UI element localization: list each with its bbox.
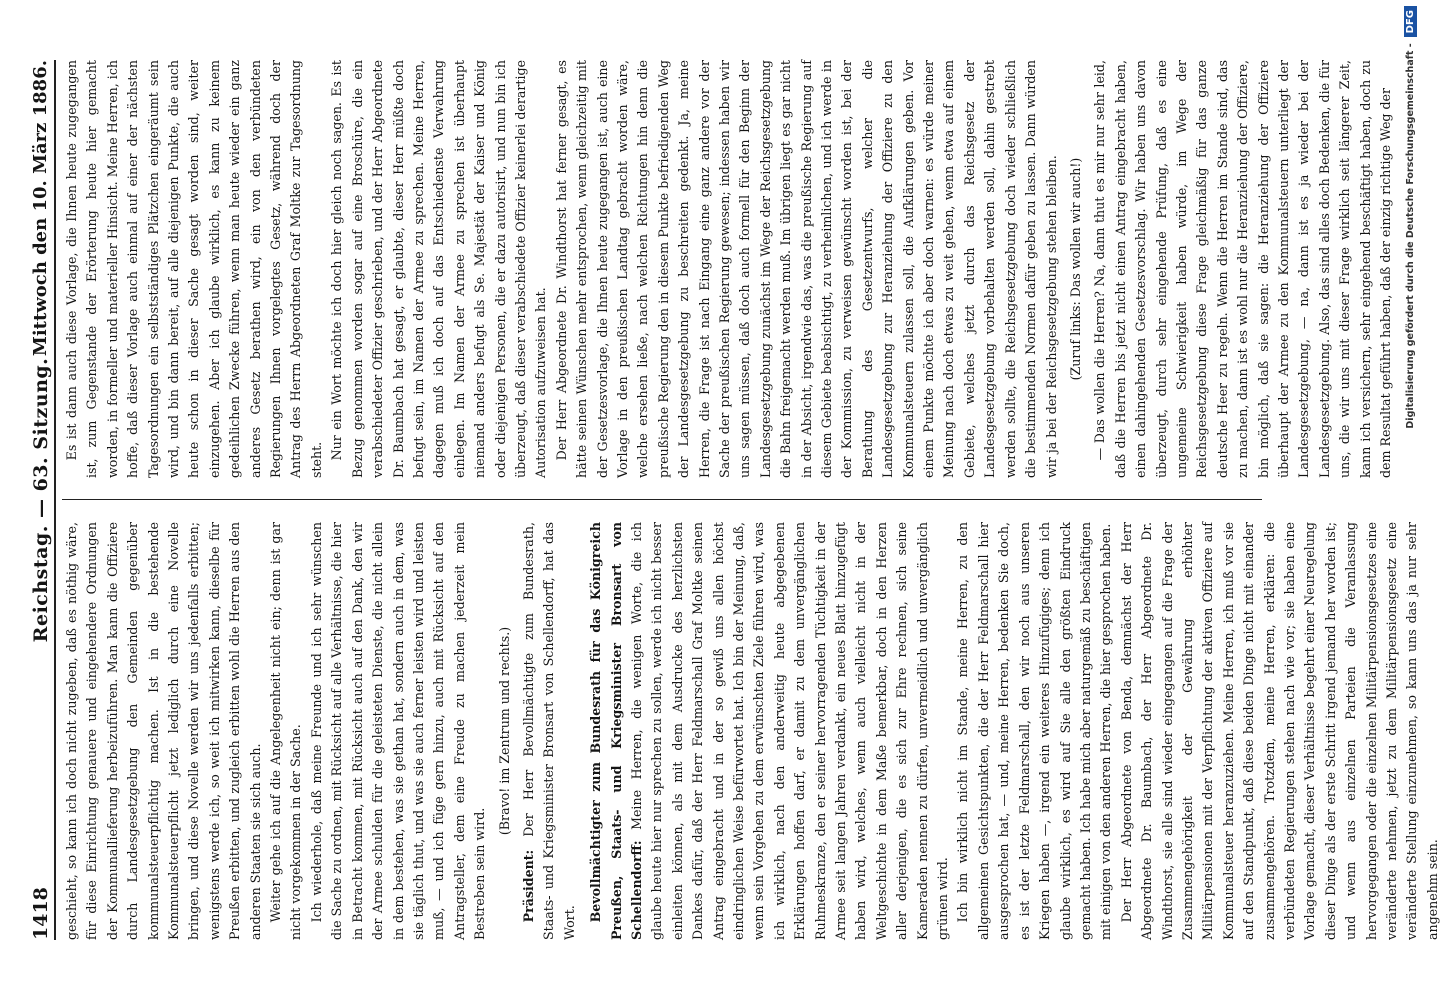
- header-rule: [54, 60, 56, 940]
- paragraph: Weiter gehe ich auf die Angelegenheit nicht ein; denn ist gar nicht vorgekommen in der Sache.: [268, 522, 304, 940]
- credit-text: Digitalisierung gefördert durch die Deutsche Forschungsgemeinschaft -: [1405, 43, 1416, 429]
- session-date: Mittwoch den 10. März 1886.: [30, 60, 51, 357]
- paragraph: Der Herr Abgeordnete Dr. Windthorst hat ferner gesagt, es hätte seinen Wünschen mehr entsprochen, wenn gleichzeitig mit der Gesetzesvorlage, die Ihnen heute zugegangen ist, auch eine Vorlage in den preußischen Landtag gebracht worden wäre, welche ersehen ließe, nach welchen Richtungen hin denn die preußische Regierung den in diesem Punkte befriedigenden Weg der Landesgesetzgebung zu beschreiten gedenkt. Ja, meine Herren, die Frage ist nach Eingang eine ganz andere vor der Sache der preußischen Regierung gewesen; indessen haben wir uns sagen müssen, daß doch auch formell für den Beginn der Landesgesetzgebung zunächst im Wege der Reichsgesetzgebung die Bahn freigemacht werden muß. Im übrigen liegt es gar nicht in der Absicht, irgendwie das, was die preußische Regierung auf diesem Gebiete beabsichtigt, zu verheimlichen, und ich werde in der Kommission, zu verweisen gewünscht worden ist, bei der Berathung des Gesetzentwurfs, welcher die Landesgesetzgebung zur Heranziehung der Offiziere zu den Kommunalsteuern zulassen soll, die Aufklärungen geben. Vor einem Punkte möchte ich aber doch warnen: es würde meiner Meinung nach doch etwas zu weit gehen, wenn etwa auf einem Gebiete, welches jetzt durch das Reichsgesetz der Landesgesetzgebung vorbehalten werden soll, dahin gestrebt werden sollte, die Reichsgesetzgebung doch wieder schließlich die bestimmenden Normen dafür geben zu lassen. Dann würden wir ja bei der Reichsgesetzgebung stehen bleiben.: [553, 60, 1059, 478]
- paragraph: Nur ein Wort möchte ich doch hier gleich noch sagen. Es ist Bezug genommen worden sogar auf eine Broschüre, die ein verabschiedeter Offizier geschrieben, und der Herr Abgeordnete Dr. Baumbach hat gesagt, er glaubte, dieser Herr müßte doch befugt sein, im Namen der Armee zu sprechen. Meine Herren, dagegen muß ich doch auf das Entschiedenste Verwahrung einlegen. Im Namen der Armee zu sprechen ist überhaupt niemand anders befugt als Se. Majestät der Kaiser und König oder diejenigen Personen, die er dazu autorisirt, und nun bin ich überzeugt, daß dieser verabschiedete Offizier keinerlei derartige Autorisation aufzuweisen hat.: [329, 60, 549, 478]
- speaker-label: Präsident:: [520, 849, 536, 923]
- speech-text: Der Herr Bevollmächtigte zum Bundesrath, Staats- und Kriegsminister Bronsart von Schellendorff, hat das Wort.: [520, 522, 577, 940]
- paragraph: Ich wiederhole, daß meine Freunde und ich sehr wünschen die Sache zu ordnen, mit Rücksicht auf alle Verhältnisse, die hier in Betracht kommen, mit Rücksicht auch auf den Dank, den wir der Armee schulden für die geleisteten Dienste, die nicht allein in dem bestehen, was sie gethan hat, sondern auch in dem, was sie täglich thut, und was sie auch ferner leisten wird und leisten muß, — und ich füge gern hinzu, auch mit Rücksicht auf den Antragsteller, dem eine Freude zu machen jederzeit mein Bestreben sein wird.: [308, 522, 488, 940]
- paragraph: Ich bin wirklich nicht im Stande, meine Herren, zu den allgemeinen Gesichtspunkten, die der Herr Feldmarschall hier ausgesprochen hat, — und, meine Herren, bedenken Sie doch, es ist der letzte Feldmarschall, den wir noch aus unseren Kriegen haben —, irgend ein weiteres Hinzufügiges; denn ich glaube wirklich, es wird auf Sie alle den größten Eindruck gemacht haben. Ich habe mich aber naturgemäß zu beschäftigen mit einigen von den anderen Herren, die hier gesprochen haben.: [955, 522, 1114, 940]
- paragraph: geschieht, so kann ich doch nicht zugeben, daß es nöthig wäre, für diese Einrichtung genauere und eingehendere Ordnungen der Kommunallieferung herbeizuführen. Man kann die Offiziere durch Landesgesetzgebung den Gemeinden gegenüber kommunalsteuerpflichtig machen. Ist in die bestehende Kommunalsteuerpflicht jetzt lediglich durch eine Novelle bringen, und diese Novelle werden wir uns jedenfalls erbitten; wenigstens werde ich, so weit ich mitwirken kann, dieselbe für Preußen erbitten, und zugleich erbitten wohl die Herren aus den anderen Staaten sie sich auch.: [64, 522, 263, 940]
- speaker-paragraph: [519, 522, 580, 940]
- paragraph: — Das wollen die Herren? Na, dann thut es mir nur sehr leid, daß die Herren bis jetzt nicht einen Antrag eingebracht haben, einen dahingehenden Gesetzesvorschlag. Wir haben uns davon überzeugt, durch sehr eingehende Prüfung, daß es eine ungemeine Schwierigkeit haben würde, im Wege der Reichsgesetzgebung diese Frage gleichmäßig für das ganze deutsche Heer zu regeln. Wenn die Herren im Stande sind, das zu machen, dann ist es wohl nur die Heranziehung der Offiziere, bin möglich, daß sie sagen: die Heranziehung der Offiziere überhaupt der Armee zu den Kommunalsteuern unterliegt der Landesgesetzgebung, — na, dann ist es ja wieder bei der Landesgesetzgebung. Also, das sind alles doch Bedenken, die für uns, die wir uns mit dieser Frage wirklich seit längerer Zeit, kann ich versichern, sehr eingehend beschäftigt haben, doch zu dem Resultat geführt haben, daß der einzig richtige Weg der: [1092, 60, 1393, 478]
- interjection-note: (Zuruf links: Das wollen wir auch!): [1067, 157, 1083, 381]
- digitization-credit: [1404, 0, 1417, 1000]
- speaker-label: Bevollmächtigter zum Bundesrath für das Königreich Preußen, Staats- und Kriegsminister Bronsart von Schellendorff:: [588, 522, 644, 940]
- left-column: [62, 522, 1443, 940]
- column-divider: [62, 499, 1262, 500]
- page-number: 1418: [30, 887, 52, 940]
- paragraph: Der Herr Abgeordnete von Benda, demnächst der Herr Abgeordnete Dr. Baumbach, der Herr Abgeordnete Dr. Windthorst, sie alle sind wieder eingegangen auf die Frage der Zusammengehörigkeit der Gewährung erhöhter Militärpensionen mit der Verpflichtung der aktiven Offiziere auf Kommunalsteuer heranzuziehen. Meine Herren, ich muß vor sie auf den Standpunkt, daß diese beiden Dinge nicht mit einander zusammengehören. Trotzdem, meine Herren, erklären: die verbündeten Regierungen stehen nach wie vor; sie haben eine Vorlage gemacht, dieser Verhältnisse begehrt einer Neuregelung dieser Dinge als der erste Schritt irgend jemand her worden ist; und wenn aus einzelnen Parteien die Veranlassung hervorgegangen oder die einzelnen Militärpensionsgesetzes eine veränderte nehmen, jetzt zu dem Militärpensionsgesetz eine veränderte Stellung einzunehmen, so kann uns das ja nur sehr angenehm sein.: [1118, 522, 1440, 940]
- dfg-logo: DFG: [1404, 6, 1417, 37]
- speaker-paragraph: [586, 522, 953, 940]
- speech-text: Meine Herren, die wenigen Worte, die ich glaube heute hier nur sprechen zu sollen, werde ich nicht besser einleiten können, als mit dem Ausdrucke des herzlichsten Dankes dafür, daß der Herr Feldmarschall Graf Moltke seinen Antrag eingebracht und in der so gewiß uns allen höchst eindringlichen Weise befürwortet hat. Ich bin der Meinung, daß, wenn sein Vorgehen zu dem erwünschten Ziele führen wird, was ich wirklich, nach den anderweitig heute abgegebenen Erklärungen hoffen darf, er damit zu dem unvergänglichen Ruhmeskranze, den er seiner hervorragenden Tüchtigkeit in der Armee seit langen Jahren verdankt, ein neues Blatt hinzugefügt haben wird, welches, wenn auch vielleicht nicht in der Weltgeschichte in dem Maße bemerkbar, doch in den Herzen aller derjenigen, die es sich zur Ehre rechnen, sich seine Kameraden nennen zu dürfen, unvermeidlich und unvergänglich grünen wird.: [628, 522, 951, 940]
- session-title: Reichstag. — 63. Sitzung.: [30, 357, 52, 643]
- applause-note: (Bravo! im Zentrum und rechts.): [496, 626, 512, 836]
- right-column: [62, 60, 1396, 478]
- paragraph: Es ist dann auch diese Vorlage, die Ihnen heute zugegangen ist, zum Gegenstande der Erörterung heute hier gemacht worden, in formeller und materieller Hinsicht. Meine Herren, ich hoffe, daß dieser Vorlage auch einmal auf einer der nächsten Tagesordnungen ein selbstständiges Plätzchen eingeräumt sein wird, und bin dann bereit, auf alle diejenigen Punkte, die auch heute schon in dieser Sache gesagt worden sind, weiter einzugehen. Aber ich glaube wirklich, es kann zu keinem gedeihlichen Zwecke führen, wenn man heute wieder ein ganz anderes Gesetz berathen wird, ein von den verbündeten Regierungen Ihnen vorgelegtes Gesetz, während doch der Antrag des Herrn Abgeordneten Graf Moltke zur Tagesordnung steht.: [64, 60, 324, 478]
